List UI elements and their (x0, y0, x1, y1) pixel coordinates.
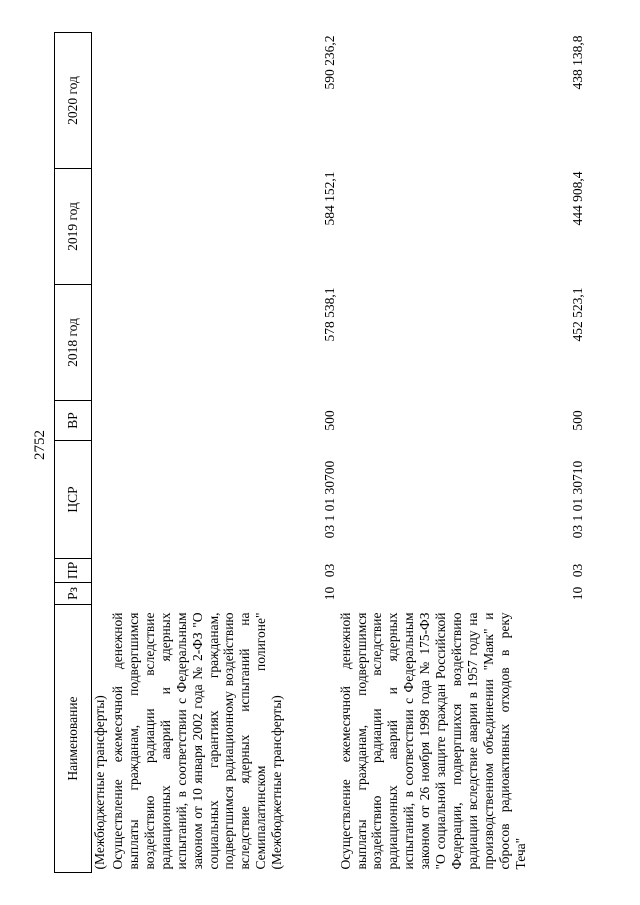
header-2020: 2020 год (55, 32, 92, 168)
row-csr: 03 1 01 30700 (321, 460, 337, 538)
intro-row (92, 32, 111, 872)
row-2018: 578 538,1 (321, 287, 337, 341)
row-2018: 452 523,1 (570, 287, 586, 341)
row-vr: 500 (570, 409, 586, 431)
header-pr: ПР (55, 558, 92, 582)
header-2019: 2019 год (55, 168, 92, 284)
row-pr: 03 (321, 563, 337, 577)
intro-row-text: (Межбюджетные трансферты) (92, 694, 107, 869)
page-number: 2752 (32, 430, 48, 460)
header-name: Наименование (55, 604, 92, 872)
row-2020: 590 236,2 (321, 35, 337, 89)
row-name: Осуществление ежемесячной денежной выплаты гражданам, подвергшимся воздействию радиации вследствие радиационных аварий и ядерных испытаний, в соответствии с Федеральным законом от 26 ноября 1998 года № 175-ФЗ "О социальной защите граждан Российской Федерации, подвергшихся воздействию радиации вследствие аварии в 1957 году на производственном объединении "Маяк" и сбросов радиоактивных отходов в реку Теча" (337, 612, 528, 869)
row-name: Осуществление ежемесячной денежной выплаты гражданам, подвергшимся воздействию радиации вследствие радиационных аварий и ядерных испытаний, в соответствии с Федеральным законом от 10 января 2002 года № 2-ФЗ "О социальных гарантиях гражданам, подвергшимся радиационному воздействию вследствие ядерных испытаний на Семипалатинском полигоне" (Межбюджетные трансферты) (110, 612, 285, 869)
header-csr: ЦСР (55, 440, 92, 558)
row-2020: 438 138,8 (570, 35, 586, 89)
row-rz: 10 (321, 586, 337, 600)
row-pr: 03 (570, 563, 586, 577)
header-rz: Рз (55, 582, 92, 604)
row-rz: 10 (570, 586, 586, 600)
budget-table-page (54, 33, 586, 873)
table-header-row (55, 32, 92, 872)
table-row (110, 32, 338, 872)
row-csr: 03 1 01 30710 (570, 460, 586, 538)
row-vr: 500 (321, 409, 337, 431)
budget-table (54, 32, 586, 873)
row-2019: 584 152,1 (321, 171, 337, 225)
table-row (338, 32, 586, 872)
row-2019: 444 908,4 (570, 171, 586, 225)
header-vr: ВР (55, 400, 92, 440)
header-2018: 2018 год (55, 284, 92, 400)
